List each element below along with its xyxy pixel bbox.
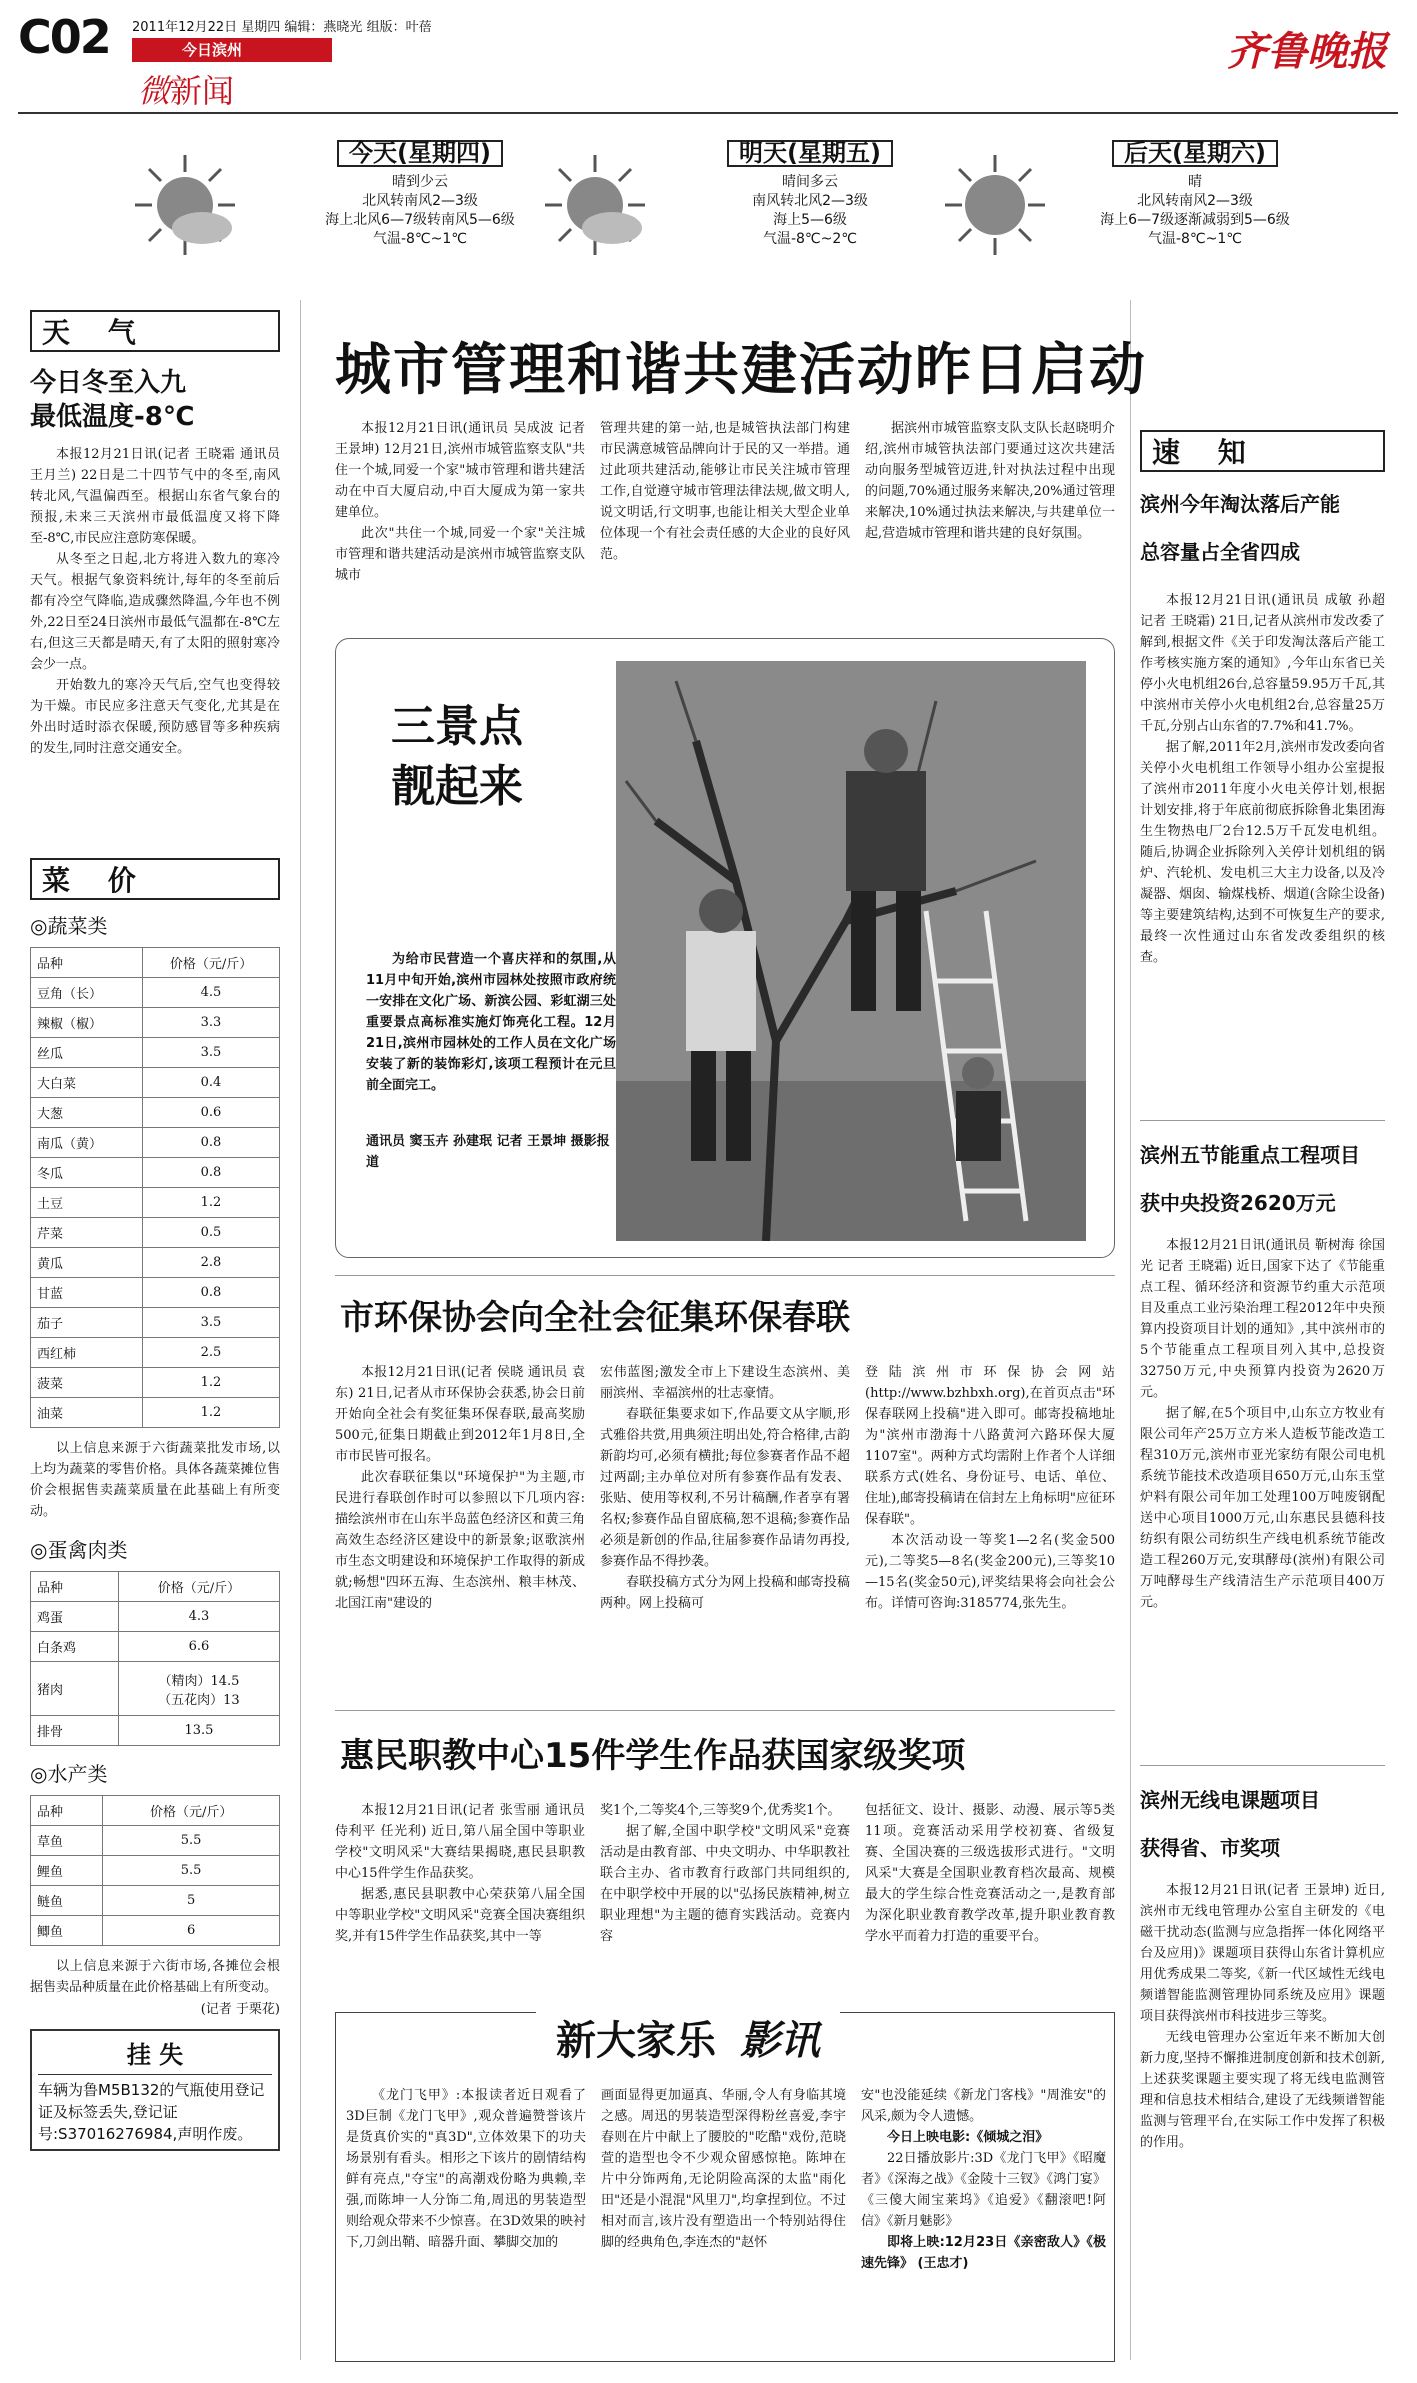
price-cell: 6 <box>103 1916 280 1946</box>
movie-title <box>536 2009 840 2066</box>
price-cell: 0.5 <box>143 1218 280 1248</box>
movie-title-sub: 影讯 <box>739 2017 820 2064</box>
table-header <box>31 1796 280 1826</box>
water-note: 以上信息来源于六街市场,各摊位会根据售卖品种质量在此价格基础上有所变动。 <box>30 1959 280 1995</box>
item-cell: 大葱 <box>31 1098 143 1128</box>
edu-paragraph: 包括征文、设计、摄影、动漫、展示等5类11项。竞赛活动采用学校初赛、省级复赛、全国决赛的三级选拔形式进行。"文明风采"大赛是全国职业教育档次最高、规模最大的学生综合性竞赛活动之一,是教育部为深化职业教育教学改革,提升职业教育教学水平而着力打造的重要平台。 <box>865 1803 1115 1944</box>
item-cell: 豆角（长） <box>31 978 143 1008</box>
header-meta: 2011年12月22日 星期四 编辑：燕晓光 组版：叶蓓 <box>132 20 432 35</box>
egg-price-table <box>30 1571 280 1746</box>
header-cell: 价格（元/斤） <box>118 1572 279 1602</box>
table-row <box>31 1188 280 1218</box>
weather-today-line: 气温-8℃~1℃ <box>372 231 468 247</box>
header-cell: 价格（元/斤） <box>103 1796 280 1826</box>
news3-title-line: 滨州无线电课题项目 <box>1140 1788 1320 1812</box>
lead-headline: 城市管理和谐共建活动昨日启动 <box>335 338 1147 403</box>
weather-tomorrow-line: 晴间多云 <box>782 174 838 190</box>
movie-paragraph: 安"也没能延续《新龙门客栈》"周淮安"的风采,颇为令人遗憾。 <box>861 2088 1106 2124</box>
movie-today: 今日上映电影:《倾城之泪》 <box>887 2130 1049 2145</box>
story-divider <box>335 1710 1115 1711</box>
price-section-tag: 菜 价 <box>30 858 280 900</box>
news2-title <box>1140 1131 1385 1227</box>
item-cell: 茄子 <box>31 1308 143 1338</box>
news2-title-line: 滨州五节能重点工程项目 <box>1140 1143 1360 1167</box>
weather-day-after-line: 海上6—7级逐渐减弱到5—6级 <box>1100 212 1290 228</box>
photo-title-line: 靓起来 <box>391 761 523 812</box>
price-cell: 2.5 <box>143 1338 280 1368</box>
price-cell: 0.8 <box>143 1158 280 1188</box>
weather-title <box>30 366 280 434</box>
weather-paragraph: 从冬至之日起,北方将进入数九的寒冷天气。根据气象资料统计,每年的冬至前后都有冷空气降临,造成骤然降温,今年也不例外,22日至24日滨州市最低气温都在-8℃左右,但这三天都是晴天,有了太阳的照射寒冷会少一点。 <box>30 552 280 672</box>
weather-day-after-line: 气温-8℃~1℃ <box>1147 231 1243 247</box>
price-cell <box>118 1662 279 1716</box>
table-row <box>31 1398 280 1428</box>
weather-title-line: 最低温度-8℃ <box>30 402 195 432</box>
news-chars: 新闻 <box>170 72 235 110</box>
item-cell: 鲫鱼 <box>31 1916 103 1946</box>
column-divider <box>300 300 301 2360</box>
price-cell: 3.5 <box>143 1038 280 1068</box>
micro-char: 微 <box>138 72 171 110</box>
item-cell: 油菜 <box>31 1398 143 1428</box>
tree-workers-photo <box>616 661 1086 1241</box>
water-reporter: (记者 于栗花) <box>200 2002 280 2017</box>
item-cell: 排骨 <box>31 1716 119 1746</box>
water-price-table <box>30 1795 280 1946</box>
price-line: （五花肉）13 <box>158 1692 240 1708</box>
news1-title-line: 总容量占全省四成 <box>1140 540 1300 564</box>
table-row <box>31 1278 280 1308</box>
item-cell: 丝瓜 <box>31 1038 143 1068</box>
table-header <box>31 948 280 978</box>
lead-paragraph: 本报12月21日讯(通讯员 吴成波 记者 王景坤) 12月21日,滨州市城管监察支队"共住一个城,同爱一个家"城市管理和谐共建活动在中百大厦启动,中百大厦成为第一家共建单位。 <box>335 421 585 520</box>
edu-paragraph: 据了解,全国中职学校"文明风采"竞赛活动是由教育部、中央文明办、中华职教社联合主办、省市教育行政部门共同组织的,在中职学校中开展的以"弘扬民族精神,树立职业理想"为主题的德育实践活动。竞赛内容 <box>600 1824 850 1944</box>
table-row <box>31 1158 280 1188</box>
table-row <box>31 1218 280 1248</box>
item-cell: 甘蓝 <box>31 1278 143 1308</box>
price-cell: 0.8 <box>143 1128 280 1158</box>
quick-news-tag: 速 知 <box>1140 430 1385 472</box>
photo-feature <box>335 638 1115 1258</box>
table-row <box>31 1886 280 1916</box>
table-row <box>31 1826 280 1856</box>
item-cell: 土豆 <box>31 1188 143 1218</box>
news1-paragraph: 本报12月21日讯(通讯员 成敏 孙超 记者 王晓霜) 21日,记者从滨州市发改委了解到,根据文件《关于印发淘汰落后产能工作考核实施方案的通知》,今年山东省已关停小火电机组26台,总容量59.95万千瓦,其中滨州市关停小火电机组2台,总容量25万千瓦,分别占山东省的7.7%和41.7%。 <box>1140 593 1385 734</box>
price-cell: 0.8 <box>143 1278 280 1308</box>
news2-title-line: 获中央投资2620万元 <box>1140 1191 1336 1215</box>
env-paragraph: 春联投稿方式分为网上投稿和邮寄投稿两种。网上投稿可 <box>600 1575 850 1611</box>
lead-paragraph: 此次"共住一个城,同爱一个家"关注城市管理和谐共建活动是滨州市城管监察支队城市 <box>335 526 585 583</box>
movie-schedule: 22日播放影片:3D《龙门飞甲》《昭魔者》《深海之战》《金陵十三钗》《鸿门宴》《三傻大闹宝莱坞》《追爱》《翻滚吧!阿信》《新月魅影》 <box>861 2151 1106 2229</box>
weather-row <box>130 140 1330 300</box>
price-cell: 1.2 <box>143 1368 280 1398</box>
news2-paragraph: 据了解,在5个项目中,山东立方牧业有限公司年产25万立方米人造板节能改造工程310万元,滨州市亚光家纺有限公司电机系统节能技术改造项目650万元,山东玉堂炉料有限公司年加工处理100万吨废钢配送中心项目1000万元,山东惠民县德科技纺织有限公司纺织生产线电机系统节能改造工程260万元,安琪酵母(滨州)有限公司万吨酵母生产线清洁生产示范项目400万元。 <box>1140 1406 1385 1610</box>
table-row <box>31 1248 280 1278</box>
edu-paragraph: 奖1个,二等奖4个,三等奖9个,优秀奖1个。 <box>600 1803 841 1818</box>
table-row <box>31 1916 280 1946</box>
price-cell: 0.6 <box>143 1098 280 1128</box>
header-cell: 品种 <box>31 1796 103 1826</box>
table-row <box>31 1602 280 1632</box>
left-column <box>30 310 280 2151</box>
env-paragraph: 本报12月21日讯(记者 侯晓 通讯员 袁东) 21日,记者从市环保协会获悉,协会日前开始向全社会有奖征集环保春联,最高奖励500元,征集日期截止到2012年1月8日,全市市民皆可报名。 <box>335 1365 585 1464</box>
lead-paragraph: 据滨州市城管监察支队支队长赵晓明介绍,滨州市城管执法部门要通过这次共建活动向服务型城管迈进,针对执法过程中出现的问题,70%通过服务来解决,20%通过管理来解决,10%通过执法来解决,与共建单位一起,营造城市管理和谐共建的良好氛围。 <box>865 421 1115 541</box>
micro-news-logo <box>138 66 234 112</box>
header-cell: 品种 <box>31 948 143 978</box>
news1-title-line: 滨州今年淘汰落后产能 <box>1140 492 1340 516</box>
weather-day-after-line: 北风转南风2—3级 <box>1137 193 1253 209</box>
right-divider <box>1140 1120 1385 1121</box>
story-divider <box>335 1275 1115 1276</box>
item-cell: 白条鸡 <box>31 1632 119 1662</box>
weather-title-line: 今日冬至入九 <box>30 368 187 398</box>
table-row <box>31 1308 280 1338</box>
movie-paragraph: 《龙门飞甲》:本报读者近日观看了3D巨制《龙门飞甲》,观众普遍赞誉该片是货真价实的"真3D",立体效果下的功夫场景别有看头。相形之下该片的剧情结构鲜有亮点,"夺宝"的高潮戏份略为典赖,幸强,而陈坤一人分饰二角,周迅的男装造型则给观众带来不少惊喜。在3D效果的映衬下,刀剑出鞘、暗器升面、攀脚交加的 <box>346 2088 586 2250</box>
item-cell: 冬瓜 <box>31 1158 143 1188</box>
weather-tomorrow-line: 南风转北风2—3级 <box>752 193 868 209</box>
sunny-cloudy-icon <box>130 150 240 260</box>
page-number: C02 <box>18 10 110 64</box>
item-cell: 辣椒（椒） <box>31 1008 143 1038</box>
weather-today-line: 海上北风6—7级转南风5—6级 <box>325 212 515 228</box>
price-line: （精肉）14.5 <box>158 1673 240 1689</box>
price-cell: 0.4 <box>143 1068 280 1098</box>
item-cell: 草鱼 <box>31 1826 103 1856</box>
weather-day-after-label: 后天(星期六) <box>1112 140 1278 167</box>
weather-today-line: 晴到少云 <box>392 174 448 190</box>
photo-credit: 通讯员 窦玉卉 孙建珉 记者 王景坤 摄影报道 <box>366 1134 610 1170</box>
price-cell: 4.5 <box>143 978 280 1008</box>
weather-today-label: 今天(星期四) <box>337 140 503 167</box>
price-cell: 4.3 <box>118 1602 279 1632</box>
env-paragraph: 此次春联征集以"环境保护"为主题,市民进行春联创作时可以参照以下几项内容:描绘滨州市在山东半岛蓝色经济区和黄三角高效生态经济区建设中的新景象;讴歌滨州市生态文明建设和环境保护工作取得的新成就;畅想"四环五海、生态滨州、粮丰林茂、北国江南"建设的 <box>335 1470 585 1611</box>
news2-paragraph: 本报12月21日讯(通讯员 靳树海 徐国光 记者 王晓霜) 近日,国家下达了《节能重点工程、循环经济和资源节约重大示范项目及重点工业污染治理工程2012年中央预算内投资项目计划的通知》,其中滨州市的5个节能重点工程项目列入其中,总投资32750万元,中央预算内投资为2620万元。 <box>1140 1238 1385 1400</box>
item-cell: 西红柿 <box>31 1338 143 1368</box>
water-title: ◎水产类 <box>30 1762 108 1786</box>
news3-paragraph: 本报12月21日讯(记者 王景坤) 近日,滨州市无线电管理办公室自主研发的《电磁干扰动态(监测与应急指挥一体化网络平台及应用)》课题项目获得山东省计算机应用优秀成果二等奖,《新一代区域性无线电频谱智能监测管理协同系统及应用》课题项目获得滨州市科技进步三等奖。 <box>1140 1883 1385 2024</box>
weather-day-after-line: 晴 <box>1188 174 1202 190</box>
price-cell: 5 <box>103 1886 280 1916</box>
right-column <box>1140 430 1385 2260</box>
movie-paragraph: 画面显得更加逼真、华丽,令人有身临其境之感。周迅的男装造型深得粉丝喜爱,李宇春则在片中献上了腰胶的"吃酷"戏份,范晓萱的造型也令不少观众留感惊艳。陈坤在片中分饰两角,无论阴险高深的太监"雨化田"还是小混混"风里刀",均拿捏到位。不过相对而言,该片没有塑造出一个特别站得住脚的经典角色,李连杰的"赵怀 <box>601 2088 846 2250</box>
price-cell: 13.5 <box>118 1716 279 1746</box>
movie-upcoming: 即将上映:12月23日《亲密敌人》《极速先锋》 (王忠才) <box>861 2235 1106 2271</box>
item-cell: 鲤鱼 <box>31 1856 103 1886</box>
price-cell: 2.8 <box>143 1248 280 1278</box>
weather-tomorrow-label: 明天(星期五) <box>727 140 893 167</box>
news3-title <box>1140 1776 1385 1872</box>
sun-icon <box>940 150 1050 260</box>
item-cell: 菠菜 <box>31 1368 143 1398</box>
table-row <box>31 1008 280 1038</box>
lost-title: 挂 失 <box>38 2035 272 2075</box>
item-cell: 南瓜（黄） <box>31 1128 143 1158</box>
news3-paragraph: 无线电管理办公室近年来不断加大创新力度,坚持不懈推进制度创新和技术创新,上述获奖课题主要实现了将无线电监测管理和信息技术相结合,建设了无线频谱智能监测与管理平台,在实际工作中发挥了积极的作用。 <box>1140 2030 1385 2150</box>
section-banner: 今日滨州 <box>132 38 332 62</box>
table-row <box>31 1662 280 1716</box>
paper-logo: 齐鲁晚报 <box>1227 28 1387 75</box>
right-divider <box>1140 1765 1385 1766</box>
table-row <box>31 1716 280 1746</box>
env-paragraph: 春联征集要求如下,作品要文从字顺,形式雅俗共赏,用典须注明出处,符合格律,古韵新韵均可,必须有横批;每位参赛者作品不超过两副;主办单位对所有参赛作品有发表、张贴、使用等权利,不另计稿酬,作者享有署名权;参赛作品自留底稿,恕不退稿;参赛作品必须是新创的作品,往届参赛作品请勿再投,参赛作品不得抄袭。 <box>600 1407 850 1569</box>
weather-paragraph: 开始数九的寒冷天气后,空气也变得较为干燥。市民应多注意天气变化,尤其是在外出时适时添衣保暖,预防感冒等多种疾病的发生,同时注意交通安全。 <box>30 678 280 756</box>
veg-price-table <box>30 947 280 1428</box>
table-row <box>31 1098 280 1128</box>
price-cell: 6.6 <box>118 1632 279 1662</box>
price-cell: 5.5 <box>103 1856 280 1886</box>
price-cell: 1.2 <box>143 1188 280 1218</box>
photo-title-line: 三景点 <box>391 701 523 752</box>
table-row <box>31 1068 280 1098</box>
egg-title: ◎蛋禽肉类 <box>30 1538 128 1562</box>
movie-title-main: 新大家乐 <box>556 2017 716 2064</box>
edu-paragraph: 据悉,惠民县职教中心荣获第八届全国中等职业学校"文明风采"竞赛全国决赛组织奖,并有15件学生作品获奖,其中一等 <box>335 1887 585 1944</box>
table-row <box>31 1856 280 1886</box>
edu-paragraph: 本报12月21日讯(记者 张雪丽 通讯员 侍利平 任光利) 近日,第八届全国中等职业学校"文明风采"大赛结果揭晓,惠民县职教中心15件学生作品获奖。 <box>335 1803 585 1881</box>
movie-box <box>335 2012 1115 2362</box>
table-row <box>31 1368 280 1398</box>
header-cell: 价格（元/斤） <box>143 948 280 978</box>
column-divider <box>1130 300 1131 2360</box>
table-header <box>31 1572 280 1602</box>
price-cell: 5.5 <box>103 1826 280 1856</box>
veg-title: ◎蔬菜类 <box>30 914 108 938</box>
table-row <box>31 1338 280 1368</box>
news3-title-line: 获得省、市奖项 <box>1140 1836 1280 1860</box>
news1-paragraph: 据了解,2011年2月,滨州市发改委向省关停小火电机组工作领导小组办公室提报了滨州市2011年度小火电关停计划,根据计划安排,将于年底前彻底拆除鲁北集团海生生物热电厂2台12.5万千瓦发电机组。随后,协调企业拆除列入关停计划机组的锅炉、汽轮机、发电机三大主力设备,以及冷凝器、烟囱、输煤栈桥、烟道(含除尘设备)等主要建筑结构,达到不可恢复生产的要求,最终一次性通过山东省发改委组织的核查。 <box>1140 740 1385 965</box>
weather-today-line: 北风转南风2—3级 <box>362 193 478 209</box>
lead-paragraph: 管理共建的第一站,也是城管执法部门构建市民满意城管品牌向计于民的又一举措。通过此项共建活动,能够让市民关注城市管理工作,自觉遵守城市管理法律法规,做文明人,说文明话,行文明事,也能让相关大型企业单位体现一个有社会责任感的大企业的良好风范。 <box>600 421 850 562</box>
item-cell: 鸡蛋 <box>31 1602 119 1632</box>
item-cell: 大白菜 <box>31 1068 143 1098</box>
item-cell: 黄瓜 <box>31 1248 143 1278</box>
item-cell: 鲢鱼 <box>31 1886 103 1916</box>
item-cell: 猪肉 <box>31 1662 119 1716</box>
env-paragraph: 本次活动设一等奖1—2名(奖金500元),二等奖5—8名(奖金200元),三等奖10—15名(奖金50元),评奖结果将会向社会公布。详情可咨询:3185774,张先生。 <box>865 1533 1115 1611</box>
price-cell: 3.3 <box>143 1008 280 1038</box>
item-cell: 芹菜 <box>31 1218 143 1248</box>
table-row <box>31 978 280 1008</box>
sunny-cloudy-icon <box>540 150 650 260</box>
news1-title <box>1140 480 1385 576</box>
lost-notice <box>30 2029 280 2151</box>
env-headline: 市环保协会向全社会征集环保春联 <box>340 1298 850 1338</box>
env-paragraph: 登陆滨州市环保协会网站(http://www.bzhbxh.org),在首页点击"环保春联网上投稿"进入即可。邮寄投稿地址为"滨州市渤海十八路黄河六路环保大厦1107室"。两种方式均需附上作者个人详细联系方式(姓名、身份证号、电话、单位、住址),邮寄投稿请在信封左上角标明"应征环保春联"。 <box>865 1365 1115 1527</box>
veg-note: 以上信息来源于六街蔬菜批发市场,以上均为蔬菜的零售价格。具体各蔬菜摊位售价会根据售卖蔬菜质量在此基础上有所变动。 <box>30 1441 280 1519</box>
table-row <box>31 1632 280 1662</box>
header-cell: 品种 <box>31 1572 119 1602</box>
table-row <box>31 1128 280 1158</box>
price-cell: 3.5 <box>143 1308 280 1338</box>
weather-tomorrow-line: 气温-8℃~2℃ <box>762 231 858 247</box>
header-rule <box>18 112 1398 114</box>
env-paragraph: 宏伟蓝图;激发全市上下建设生态滨州、美丽滨州、幸福滨州的壮志豪情。 <box>600 1365 850 1401</box>
weather-paragraph: 本报12月21日讯(记者 王晓霜 通讯员 王月兰) 22日是二十四节气中的冬至,南风转北风,气温偏西至。根据山东省气象台的预报,未来三天滨州市最低温度又将下降至-8℃,市民应注意防寒保暖。 <box>30 447 280 546</box>
weather-tomorrow-line: 海上5—6级 <box>773 212 847 228</box>
price-cell: 1.2 <box>143 1398 280 1428</box>
photo-feature-title <box>391 697 523 817</box>
weather-section-tag: 天 气 <box>30 310 280 352</box>
photo-caption: 为给市民营造一个喜庆祥和的氛围,从11月中旬开始,滨州市园林处按照市政府统一安排在文化广场、新滨公园、彩虹湖三处重要景点高标准实施灯饰亮化工程。12月21日,滨州市园林处的工作人员在文化广场安装了新的装饰彩灯,该项工程预计在元旦前全面完工。 <box>366 952 616 1093</box>
lost-text: 车辆为鲁M5B132的气瓶使用登记证及标签丢失,登记证号:S37016276984,声明作废。 <box>38 2081 265 2143</box>
edu-headline: 惠民职教中心15件学生作品获国家级奖项 <box>340 1736 966 1776</box>
table-row <box>31 1038 280 1068</box>
